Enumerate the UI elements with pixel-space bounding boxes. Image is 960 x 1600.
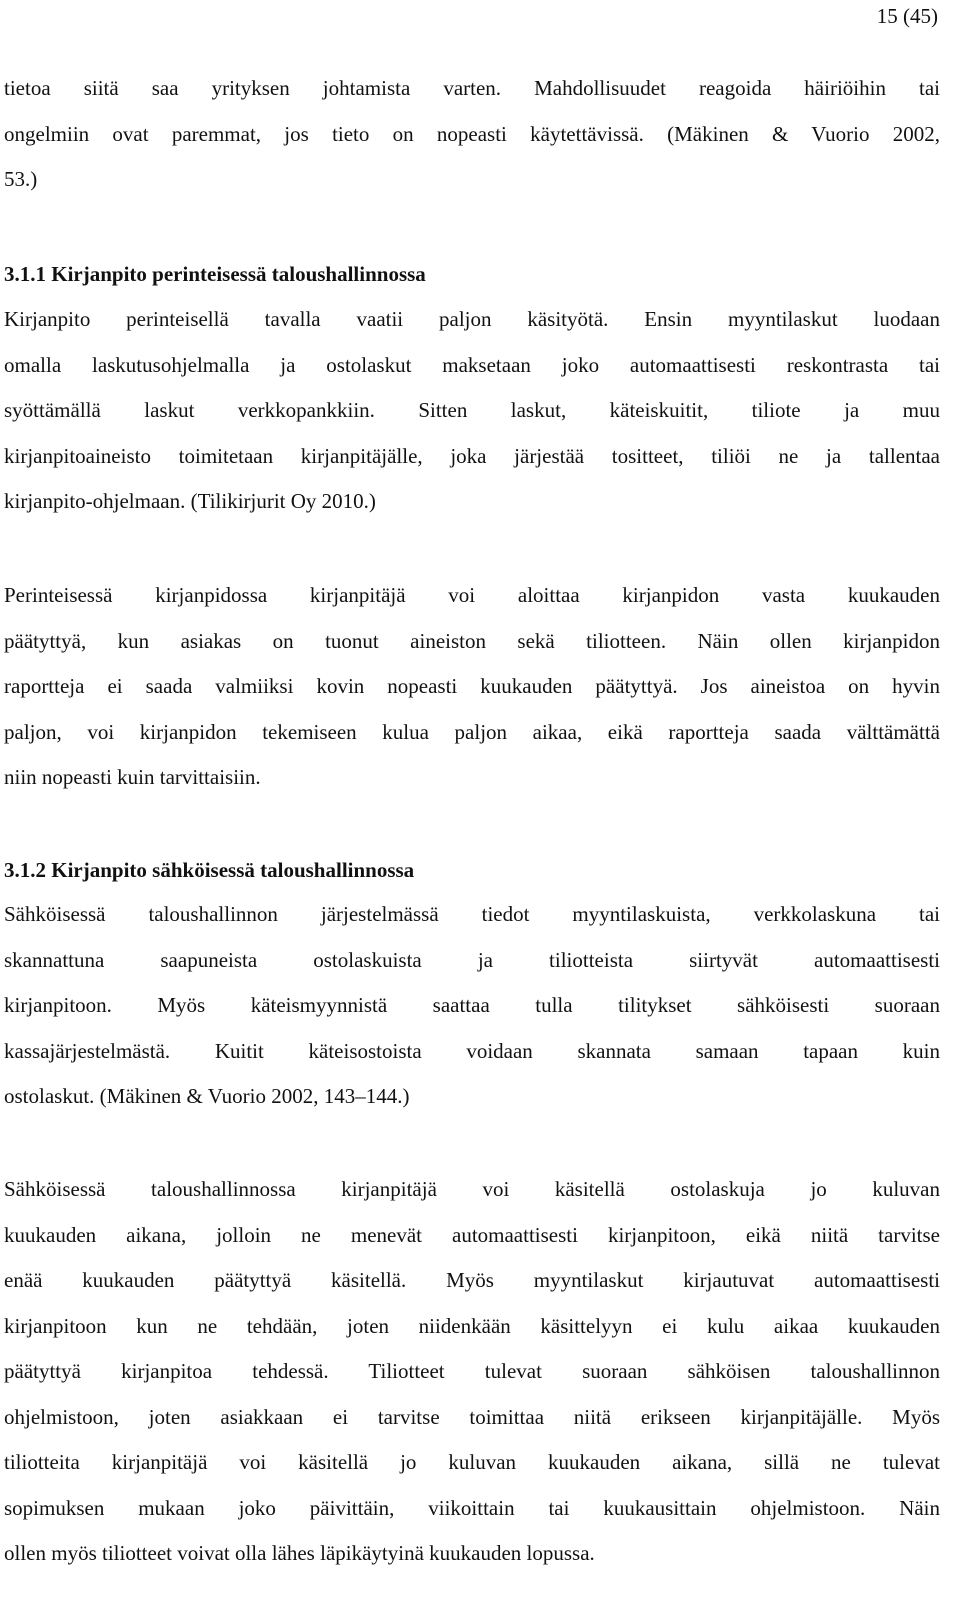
text-line: ostolaskut. (Mäkinen & Vuorio 2002, 143–144.)	[4, 1084, 410, 1108]
section-3-1-1-paragraph-1	[4, 297, 940, 525]
section-heading-3-1-1: 3.1.1 Kirjanpito perinteisessä taloushallinnossa	[4, 262, 426, 286]
text-line: ohjelmistoon, joten asiakkaan ei tarvitse toimittaa niitä erikseen kirjanpitäjälle. Myös	[4, 1404, 940, 1429]
text-line: Perinteisessä kirjanpidossa kirjanpitäjä voi aloittaa kirjanpidon vasta kuukauden	[4, 583, 940, 607]
page-number: 15 (45)	[876, 4, 938, 28]
text-line: kirjanpitoon. Myös käteismyynnistä saattaa tulla tilitykset sähköisesti suoraan	[4, 993, 940, 1017]
text-line: enää kuukauden päätyttyä käsitellä. Myös myyntilaskut kirjautuvat automaattisesti	[4, 1268, 940, 1292]
text-line: päätyttyä, kun asiakas on tuonut aineiston sekä tiliotteen. Näin ollen kirjanpidon	[4, 628, 940, 653]
text-line: Sähköisessä taloushallinnossa kirjanpitäjä voi käsitellä ostolaskuja jo kuluvan	[4, 1177, 940, 1201]
text-line: kuukauden aikana, jolloin ne menevät automaattisesti kirjanpitoon, eikä niitä tarvitse	[4, 1222, 940, 1247]
text-line: syöttämällä laskut verkkopankkiin. Sitten laskut, käteiskuitit, tiliote ja muu	[4, 398, 940, 422]
section-3-1-2-paragraph-2	[4, 1167, 940, 1577]
text-line: kirjanpitoaineisto toimitetaan kirjanpitäjälle, joka järjestää tositteet, tiliöi ne ja tallentaa	[4, 443, 940, 468]
text-line: raportteja ei saada valmiiksi kovin nopeasti kuukauden päätyttyä. Jos aineistoa on hyvin	[4, 674, 940, 698]
text-line: Kirjanpito perinteisellä tavalla vaatii paljon käsityötä. Ensin myyntilaskut luodaan	[4, 307, 940, 331]
text-line: päätyttyä kirjanpitoa tehdessä. Tiliotteet tulevat suoraan sähköisen taloushallinnon	[4, 1359, 940, 1383]
text-line: kirjanpito-ohjelmaan. (Tilikirjurit Oy 2010.)	[4, 489, 376, 513]
intro-paragraph	[4, 66, 940, 203]
text-line: tietoa siitä saa yrityksen johtamista varten. Mahdollisuudet reagoida häiriöihin tai	[4, 76, 940, 100]
section-3-1-1-paragraph-2	[4, 573, 940, 801]
text-line: omalla laskutusohjelmalla ja ostolaskut maksetaan joko automaattisesti reskontrasta tai	[4, 352, 940, 377]
text-line: skannattuna saapuneista ostolaskuista ja tiliotteista siirtyvät automaattisesti	[4, 947, 940, 972]
text-line: ollen myös tiliotteet voivat olla lähes läpikäytyinä kuukauden lopussa.	[4, 1541, 595, 1565]
text-line: sopimuksen mukaan joko päivittäin, viikoittain tai kuukausittain ohjelmistoon. Näin	[4, 1495, 940, 1520]
text-line: paljon, voi kirjanpidon tekemiseen kulua paljon aikaa, eikä raportteja saada välttämättä	[4, 719, 940, 744]
text-line: kassajärjestelmästä. Kuitit käteisostoista voidaan skannata samaan tapaan kuin	[4, 1038, 940, 1063]
text-line: tiliotteita kirjanpitäjä voi käsitellä jo kuluvan kuukauden aikana, sillä ne tulevat	[4, 1450, 940, 1474]
text-line: 53.)	[4, 167, 38, 191]
text-line: ongelmiin ovat paremmat, jos tieto on nopeasti käytettävissä. (Mäkinen & Vuorio 2002,	[4, 121, 940, 146]
text-line: niin nopeasti kuin tarvittaisiin.	[4, 765, 261, 789]
section-3-1-2-paragraph-1	[4, 892, 940, 1120]
section-heading-3-1-2: 3.1.2 Kirjanpito sähköisessä taloushallinnossa	[4, 858, 415, 882]
text-line: Sähköisessä taloushallinnon järjestelmässä tiedot myyntilaskuista, verkkolaskuna tai	[4, 902, 940, 926]
text-line: kirjanpitoon kun ne tehdään, joten niidenkään käsittelyyn ei kulu aikaa kuukauden	[4, 1313, 940, 1338]
